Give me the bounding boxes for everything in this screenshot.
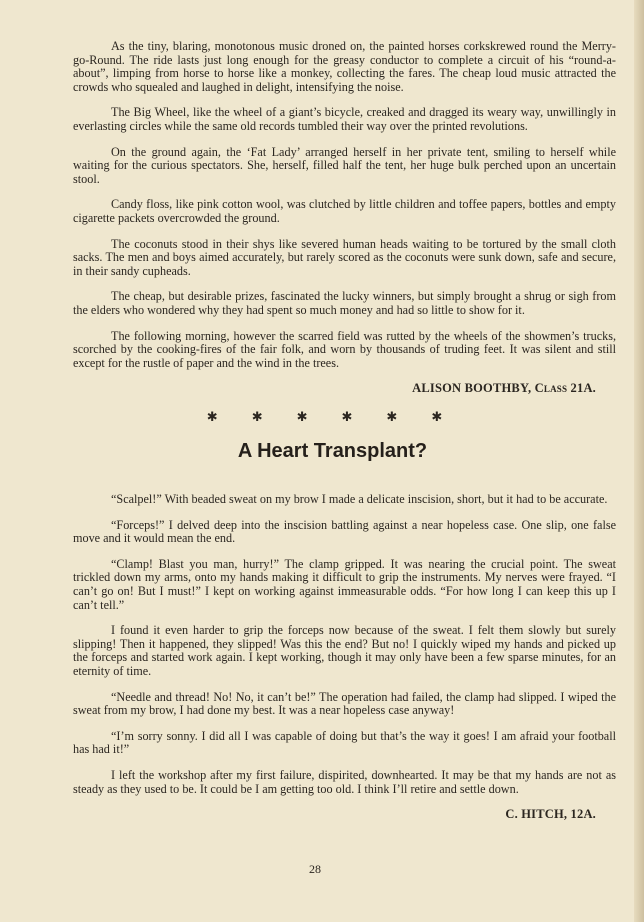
star-icon: ✱ xyxy=(431,408,443,424)
transplant-paragraph-4: I found it even harder to grip the forceps now because of the sweat. I felt them slowly but surely slipping! Then it happened, they slipped! Was this the end? But no! I quickly wiped my hands and picked up the forceps and started work again. I kept working, though it may only have been a few sparse minutes, for an eternity of time. xyxy=(73,623,616,678)
fair-paragraph-2: The Big Wheel, like the wheel of a giant’s bicycle, creaked and dragged its weary way, unwillingly in everlasting circles while the same old records tumbled their way over the printed revolutions. xyxy=(73,105,616,133)
transplant-paragraph-6: “I’m sorry sonny. I did all I was capable of doing but that’s the way it goes! I am afraid your football has had it!” xyxy=(73,728,616,757)
transplant-paragraph-3: “Clamp! Blast you man, hurry!” The clamp gripped. It was nearing the crucial point. The sweat trickled down my arms, onto my hands making it difficult to grip the instruments. My nerves were frayed. “I can’t go on! But I must!” I kept on working against immeasurable odds. “For how long I can keep this up I can’t tell.” xyxy=(73,556,616,612)
star-icon: ✱ xyxy=(251,408,263,424)
transplant-paragraph-5: “Needle and thread! No! No, it can’t be!” The operation had failed, the clamp had slipped. I wiped the sweat from my brow, I had done my best. It was a near hopeless case anyway! xyxy=(73,689,616,718)
transplant-paragraph-2: “Forceps!” I delved deep into the inscision battling against a near hopeless case. One slip, one false move and it would mean the end. xyxy=(73,517,616,546)
star-icon: ✱ xyxy=(296,408,308,424)
page-edge xyxy=(634,0,644,922)
fair-paragraph-5: The coconuts stood in their shys like severed human heads waiting to be tortured by the small cloth sacks. The men and boys aimed accurately, but rarely scored as the coconuts were sunk down, safe and secure, in their sandy cupheads. xyxy=(73,236,616,278)
star-icon: ✱ xyxy=(341,408,353,424)
transplant-paragraph-1: “Scalpel!” With beaded sweat on my brow I made a delicate inscision, short, but it had to be accurate. xyxy=(111,492,608,507)
fair-paragraph-7: The following morning, however the scarred field was rutted by the wheels of the showmen’s trucks, scorched by the cooking-fires of the fair folk, and worn by thousands of truding feet. It was silent and still except for the rustle of paper and the wind in the trees. xyxy=(73,328,616,370)
transplant-paragraph-7: I left the workshop after my first failure, dispirited, downhearted. It may be that my hands are not as steady as they used to be. It could be I am getting too old. I think I’ll retire and settle down. xyxy=(73,767,616,796)
fair-story xyxy=(73,40,616,396)
page-number: 28 xyxy=(309,862,321,876)
page-body xyxy=(73,40,616,822)
fair-paragraph-6: The cheap, but desirable prizes, fascinated the lucky winners, but simply brought a shrug or sigh from the elders who wondered why they had spent so much money and had so little to show for it. xyxy=(73,289,616,317)
heart-transplant-story xyxy=(73,493,616,822)
heart-transplant-title: A Heart Transplant? xyxy=(237,440,428,463)
star-divider xyxy=(73,410,616,424)
transplant-author: C. HITCH, 12A. xyxy=(505,807,596,822)
fair-author: ALISON BOOTHBY, Class 21A. xyxy=(412,381,596,396)
fair-paragraph-3: On the ground again, the ‘Fat Lady’ arranged herself in her private tent, smiling to herself while waiting for the curious spectators. She, herself, filled half the tent, her huge bulk perched upon an uncertain stool. xyxy=(73,144,616,186)
fair-paragraph-4: Candy floss, like pink cotton wool, was clutched by little children and toffee papers, bottles and empty cigarette packets overcrowded the ground. xyxy=(73,197,616,225)
star-icon: ✱ xyxy=(386,408,398,424)
fair-paragraph-1: As the tiny, blaring, monotonous music droned on, the painted horses corkskrewed round the Merry-go-Round. The ride lasts just long enough for the greasy conductor to complete a circuit of his “round-a-about”, limping from horse to horse like a monkey, collecting the fares. The cheap loud music attracted the crowds who squealed and laughed in delight, intensifying the noise. xyxy=(73,39,616,94)
star-icon: ✱ xyxy=(206,408,218,424)
